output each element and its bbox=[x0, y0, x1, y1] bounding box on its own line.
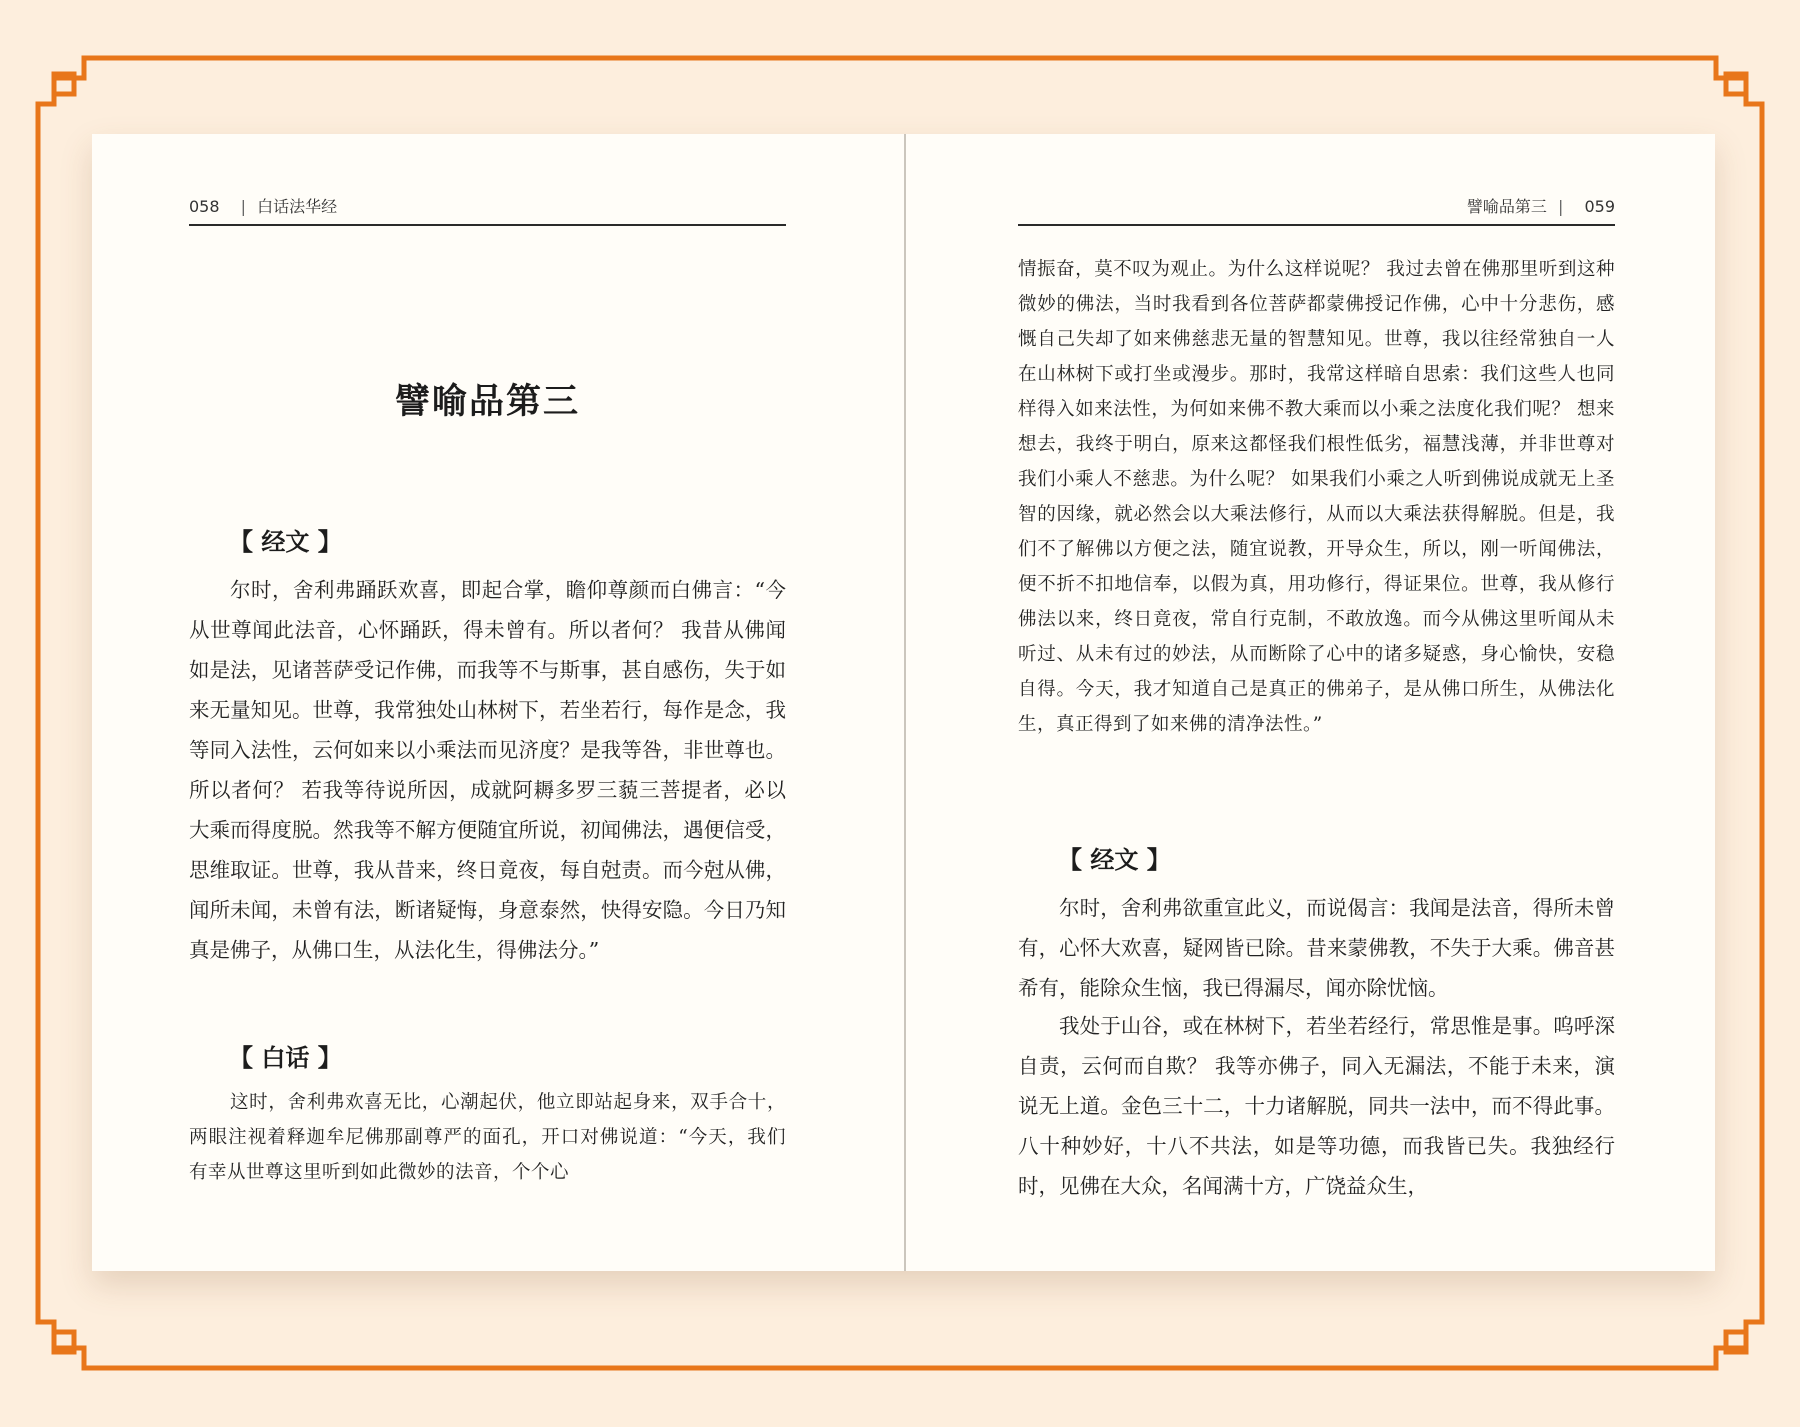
right-head-separator: | bbox=[1557, 197, 1564, 216]
right-page-number: 059 bbox=[1584, 197, 1615, 216]
right-running-head bbox=[1018, 196, 1615, 226]
left-page-number: 058 bbox=[189, 197, 220, 216]
verse-paragraph-1: 尔时，舍利弗欲重宣此义，而说偈言：我闻是法音，得所未曾有，心怀大欢喜，疑网皆已除。昔来蒙佛教，不失于大乘。佛音甚希有，能除众生恼，我已得漏尽，闻亦除忧恼。 bbox=[1018, 896, 1615, 1000]
section-heading-scripture: 【 经文 】 bbox=[229, 528, 342, 556]
right-page bbox=[1018, 134, 1615, 1271]
verse-paragraph-2: 我处于山谷，或在林树下，若坐若经行，常思惟是事。呜呼深自责，云何而自欺？ 我等亦佛子，同入无漏法，不能于未来，演说无上道。金色三十二，十力诸解脱，同共一法中，而不得此事。八十种妙好，十八不共法，如是等功德，而我皆已失。我独经行时，见佛在大众，名闻满十方，广饶益众生， bbox=[1018, 1014, 1615, 1198]
left-page bbox=[189, 134, 786, 1271]
vernacular-paragraph: 这时，舍利弗欢喜无比，心潮起伏，他立即站起身来，双手合十，两眼注视着释迦牟尼佛那副尊严的面孔，开口对佛说道：“今天，我们有幸从世尊这里听到如此微妙的法音，个个心 bbox=[189, 1092, 786, 1183]
open-book bbox=[92, 134, 1715, 1271]
vernacular-continued-paragraph: 情振奋，莫不叹为观止。为什么这样说呢？ 我过去曾在佛那里听到这种微妙的佛法，当时我看到各位菩萨都蒙佛授记作佛，心中十分悲伤，感慨自己失却了如来佛慈悲无量的智慧知见。世尊，我以往经常独自一人在山林树下或打坐或漫步。那时，我常这样暗自思索：我们这些人也同样得入如来法性，为何如来佛不教大乘而以小乘之法度化我们呢？ 想来想去，我终于明白，原来这都怪我们根性低劣，福慧浅薄，并非世尊对我们小乘人不慈悲。为什么呢？ 如果我们小乘之人听到佛说成就无上圣智的因缘，就必然会以大乘法修行，从而以大乘法获得解脱。但是，我们不了解佛以方便之法，随宜说教，开导众生，所以，刚一听闻佛法，便不折不扣地信奉，以假为真，用功修行，得证果位。世尊，我从修行佛法以来，终日竟夜，常自行克制，不敢放逸。而今从佛这里听闻从未听过、从未有过的妙法，从而断除了心中的诸多疑惑，身心愉快，安稳自得。今天，我才知道自己是真正的佛弟子，是从佛口所生，从佛法化生，真正得到了如来佛的清净法性。” bbox=[1018, 259, 1615, 735]
section-heading-verse: 【 经文 】 bbox=[1058, 846, 1171, 874]
running-chapter-title: 譬喻品第三 bbox=[1466, 197, 1547, 216]
section-heading-vernacular: 【 白话 】 bbox=[229, 1044, 342, 1072]
chapter-title: 譬喻品第三 bbox=[394, 381, 580, 422]
scripture-paragraph: 尔时，舍利弗踊跃欢喜，即起合掌，瞻仰尊颜而白佛言：“今从世尊闻此法音，心怀踊跃，得未曾有。所以者何？ 我昔从佛闻如是法，见诸菩萨受记作佛，而我等不与斯事，甚自感伤，失于如来无量知见。世尊，我常独处山林树下，若坐若行，每作是念，我等同入法性，云何如来以小乘法而见济度？是我等咎，非世尊也。所以者何？ 若我等待说所因，成就阿耨多罗三藐三菩提者，必以大乘而得度脱。然我等不解方便随宜所说，初闻佛法，遇便信受，思维取证。世尊，我从昔来，终日竟夜，每自尅责。而今尅从佛，闻所未闻，未曾有法，断诸疑悔，身意泰然，快得安隐。今日乃知真是佛子，从佛口生，从法化生，得佛法分。” bbox=[189, 578, 786, 962]
left-running-head bbox=[189, 196, 786, 226]
book-spine bbox=[904, 134, 906, 1271]
book-title: 白话法华经 bbox=[257, 197, 338, 216]
left-head-separator: | bbox=[240, 197, 247, 216]
